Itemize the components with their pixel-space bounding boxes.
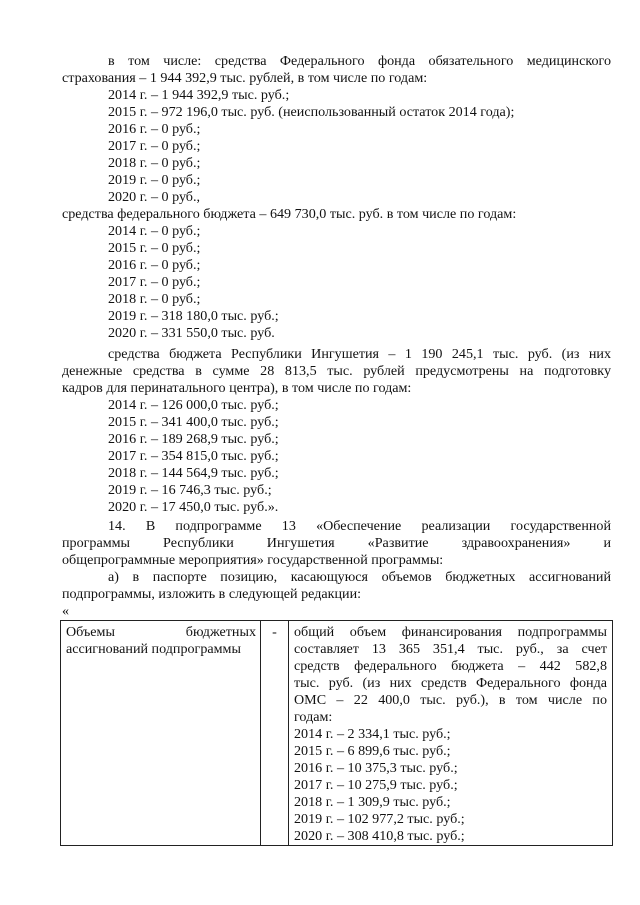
item-a-line-1: а) в паспорте позицию, касающуюся объемов бюджетных ассигнований [108,569,611,585]
item-a-line-2: подпрограммы, изложить в следующей редакции: [62,586,362,602]
oms-year-2017: 2017 г. – 0 руб.; [108,138,201,154]
table-year-2020: 2020 г. – 308 410,8 тыс. руб.; [294,828,465,844]
table-year-2019: 2019 г. – 102 977,2 тыс. руб.; [294,811,465,827]
federal-year-2016: 2016 г. – 0 руб.; [108,257,201,273]
republic-year-2018: 2018 г. – 144 564,9 тыс. руб.; [108,465,279,481]
republic-intro-line-1: средства бюджета Республики Ингушетия – 1 190 245,1 тыс. руб. (из них [108,346,611,362]
table-value-cell [289,621,613,846]
republic-intro-line-2: денежные средства в сумме 28 813,5 тыс. рублей предусмотрены на подготовку [62,363,611,379]
table-year-2015: 2015 г. – 6 899,6 тыс. руб.; [294,743,451,759]
federal-year-2020: 2020 г. – 331 550,0 тыс. руб. [108,325,275,341]
table-label-line-1: Объемы бюджетных [66,624,256,640]
republic-year-2014: 2014 г. – 126 000,0 тыс. руб.; [108,397,279,413]
table-body-line-2: составляет 13 365 351,4 тыс. руб., за счет [294,641,607,657]
table-body-line-6: годам: [294,709,333,725]
federal-year-2014: 2014 г. – 0 руб.; [108,223,201,239]
federal-year-2019: 2019 г. – 318 180,0 тыс. руб.; [108,308,279,324]
oms-year-2014: 2014 г. – 1 944 392,9 тыс. руб.; [108,87,290,103]
republic-year-2017: 2017 г. – 354 815,0 тыс. руб.; [108,448,279,464]
table-label-line-2: ассигнований подпрограммы [66,641,241,657]
federal-intro: средства федерального бюджета – 649 730,0 тыс. руб. в том числе по годам: [62,206,517,222]
table-year-2018: 2018 г. – 1 309,9 тыс. руб.; [294,794,451,810]
federal-year-2017: 2017 г. – 0 руб.; [108,274,201,290]
republic-year-2016: 2016 г. – 189 268,9 тыс. руб.; [108,431,279,447]
item-14-line-2: программы Республики Ингушетия «Развитие здравоохранения» и [62,535,611,551]
table-body-line-1: общий объем финансирования подпрограммы [294,624,607,640]
oms-intro-line-2: страхования – 1 944 392,9 тыс. рублей, в том числе по годам: [62,70,428,86]
table-body-line-3: средств федерального бюджета – 442 582,8 [294,658,607,674]
table-label-cell [61,621,261,846]
oms-year-2020: 2020 г. – 0 руб., [108,189,201,205]
item-14-line-1: 14. В подпрограмме 13 «Обеспечение реализации государственной [108,518,611,534]
budget-allocation-table [60,620,613,846]
republic-year-2020: 2020 г. – 17 450,0 тыс. руб.». [108,499,279,515]
table-year-2014: 2014 г. – 2 334,1 тыс. руб.; [294,726,451,742]
oms-year-2016: 2016 г. – 0 руб.; [108,121,201,137]
oms-year-2015: 2015 г. – 972 196,0 тыс. руб. (неиспользованный остаток 2014 года); [108,104,515,120]
republic-intro-line-3: кадров для перинатального центра), в том числе по годам: [62,380,412,396]
federal-year-2015: 2015 г. – 0 руб.; [108,240,201,256]
table-dash: - [272,624,277,640]
table-body-line-5: ОМС – 22 400,0 тыс. руб.), в том числе по [294,692,607,708]
table-body-line-4: тыс. руб. (из них средств Федерального фонда [294,675,607,691]
table-year-2017: 2017 г. – 10 275,9 тыс. руб.; [294,777,458,793]
oms-intro-line-1: в том числе: средства Федерального фонда обязательного медицинского [108,53,611,69]
republic-year-2019: 2019 г. – 16 746,3 тыс. руб.; [108,482,272,498]
republic-year-2015: 2015 г. – 341 400,0 тыс. руб.; [108,414,279,430]
open-quote: « [62,603,70,619]
oms-year-2019: 2019 г. – 0 руб.; [108,172,201,188]
oms-year-2018: 2018 г. – 0 руб.; [108,155,201,171]
table-dash-cell [261,621,289,846]
item-14-line-3: общепрограммные мероприятия» государственной программы: [62,552,444,568]
table-year-2016: 2016 г. – 10 375,3 тыс. руб.; [294,760,458,776]
federal-year-2018: 2018 г. – 0 руб.; [108,291,201,307]
table-row [61,621,613,846]
